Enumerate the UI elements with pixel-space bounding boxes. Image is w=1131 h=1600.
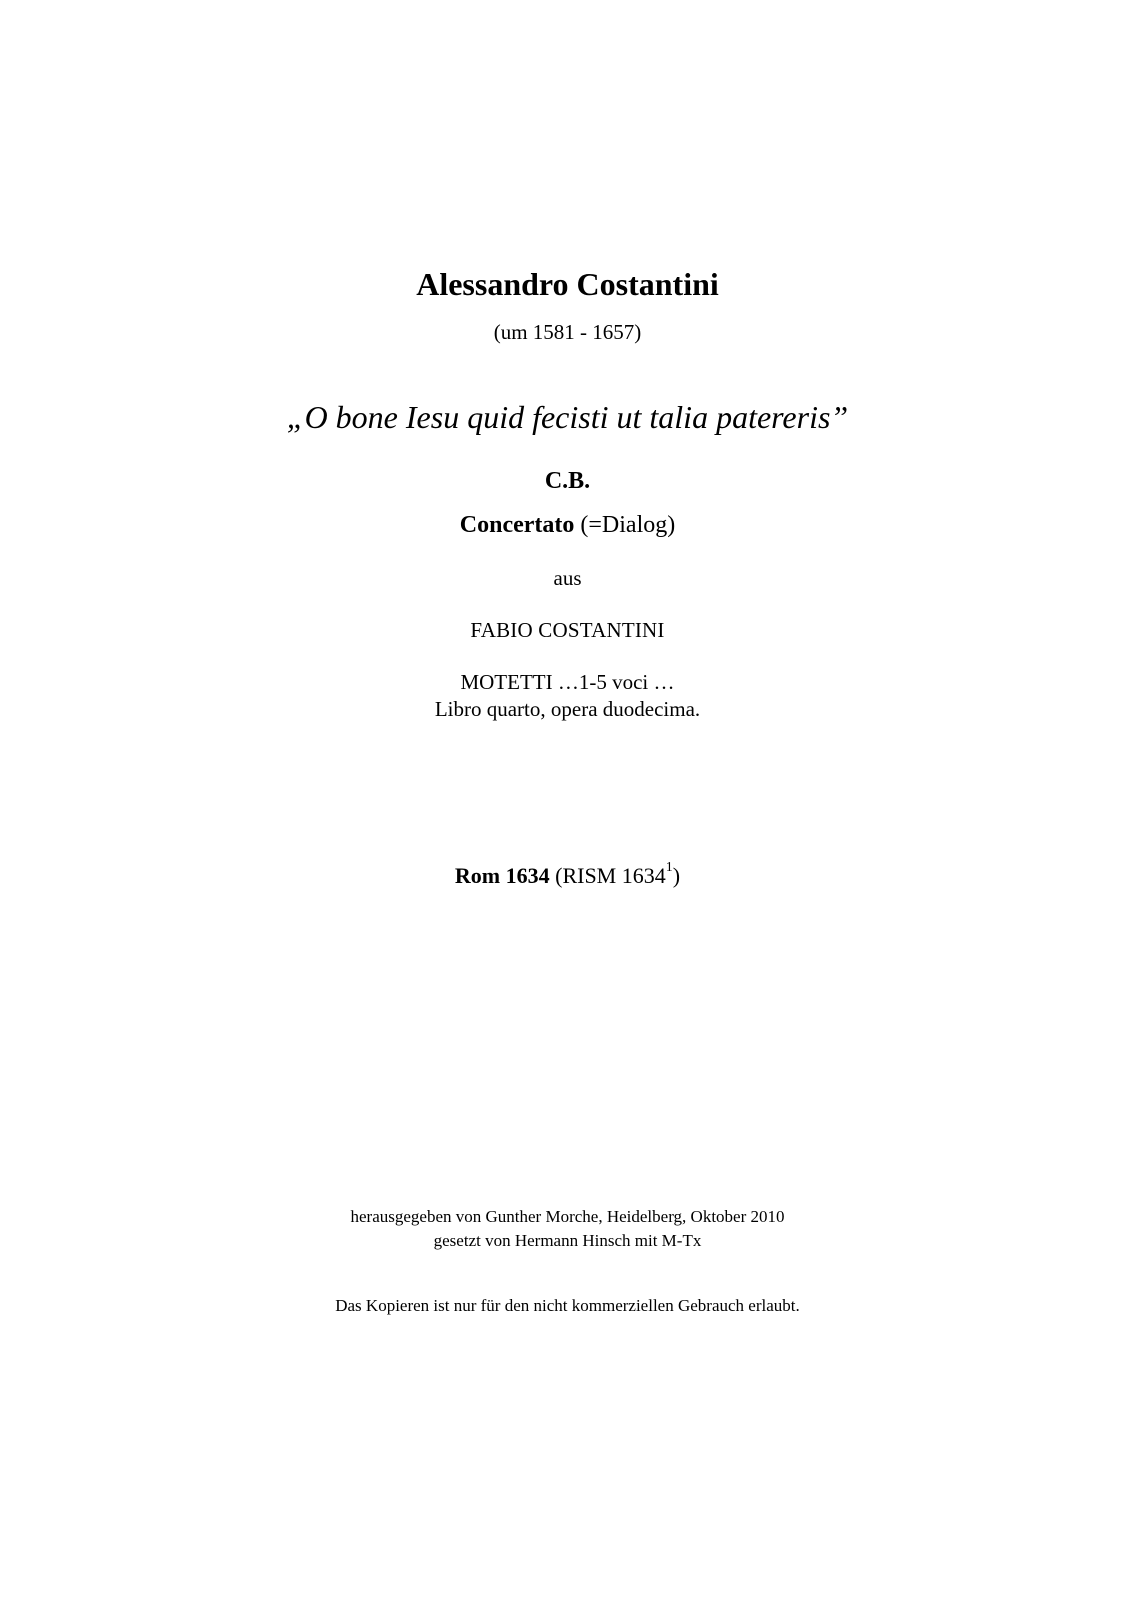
composer-name: Alessandro Costantini [416,266,719,302]
genre-bold: Concertato [459,512,575,538]
rism-prefix: (RISM 1634 [549,863,666,888]
edition-editor: herausgegeben von Gunther Morche, Heidelberg, Oktober 2010 [350,1207,785,1226]
source-composer: FABIO COSTANTINI [470,618,665,642]
edition-typesetter: gesetzt von Hermann Hinsch mit M-Tx [433,1231,702,1250]
work-voicing: C.B. [544,468,591,494]
print-place-year: Rom 1634 [454,863,550,888]
composer-dates: (um 1581 - 1657) [493,320,642,344]
print-info [2,860,1131,888]
work-title: „O bone Iesu quid fecisti ut talia patereris” [286,399,849,435]
genre-rest: (=Dialog) [574,512,676,538]
work-genre [2,513,1131,537]
copyright-notice: Das Kopieren ist nur für den nicht kommerziellen Gebrauch erlaubt. [335,1296,800,1315]
source-aus: aus [553,566,582,590]
source-title-line1: MOTETTI …1-5 voci … [460,670,675,694]
source-title-line2: Libro quarto, opera duodecima. [434,697,701,721]
rism-suffix: ) [672,863,681,888]
rism-superscript: 1 [665,860,673,875]
